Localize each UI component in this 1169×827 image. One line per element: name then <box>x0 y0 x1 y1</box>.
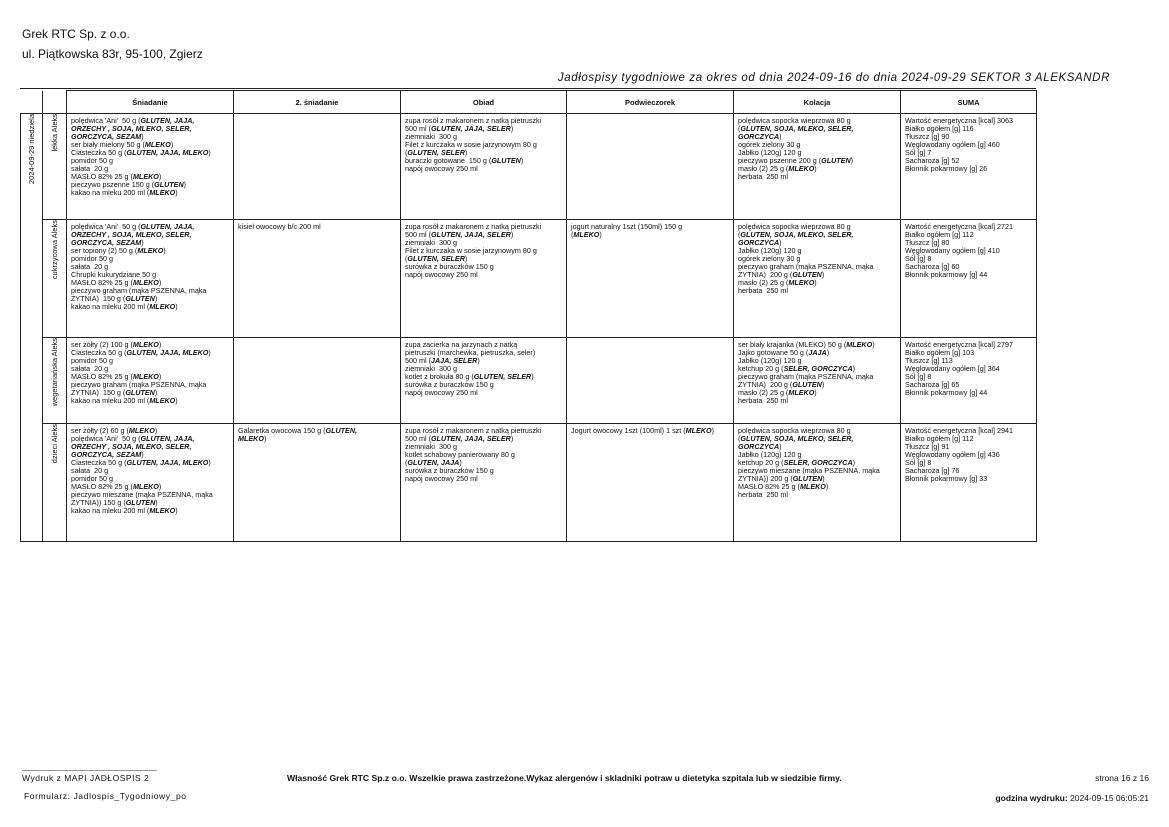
meal-line: MASŁO 82% 25 g (MLEKO) <box>71 172 162 181</box>
meal-line: zupa rosół z makaronem z natką pietruszki <box>405 116 542 125</box>
meal-line: (GLUTEN, SELER) <box>405 148 468 157</box>
meal-line: Sacharoza [g] 60 <box>905 262 960 271</box>
meal-line: 500 ml (GLUTEN, JAJA, SELER) <box>405 434 514 443</box>
meal-line: (GLUTEN, SOJA, MLEKO, SELER, <box>738 434 854 443</box>
allergen-text: GLUTEN, JAJA, MLEKO <box>126 348 209 357</box>
meal-line: polędwica 'Ani' 50 g (GLUTEN, JAJA, <box>71 116 195 125</box>
date-cell <box>21 114 43 542</box>
allergen-text: ORZECHY , SOJA, MLEKO, SELER, <box>71 124 192 133</box>
snack-cell <box>567 114 734 220</box>
allergen-text: MLEKO <box>132 340 159 349</box>
allergen-text: GLUTEN, SELER <box>407 254 465 263</box>
meal-line: ser żółty (2) 100 g (MLEKO) <box>71 340 162 349</box>
meal-line: Jabłko (120g) 120 g <box>738 356 802 365</box>
meal-line: Galaretka owocowa 150 g (GLUTEN, <box>238 426 358 435</box>
allergen-text: MLEKO <box>238 434 264 443</box>
meal-line: pomidor 50 g <box>71 474 113 483</box>
allergen-text: MLEKO <box>128 426 155 435</box>
meal-line: 500 ml (GLUTEN, JAJA, SELER) <box>405 230 514 239</box>
meal-line: 500 ml (GLUTEN, JAJA, SELER) <box>405 124 514 133</box>
meal-line: MASŁO 82% 25 g (MLEKO) <box>71 372 162 381</box>
meal-line: Jogurt owocowy 1szt (100ml) 1 szt (MLEKO) <box>571 426 714 435</box>
meal-line: pomidor 50 g <box>71 254 113 263</box>
meal-line: Filet z kurczaka w sosie jarzynowym 80 g <box>405 140 537 149</box>
meal-line: surówka z buraczków 150 g <box>405 262 494 271</box>
company-address: ul. Piątkowska 83r, 95-100, Zgierz <box>22 47 203 61</box>
allergen-text: MLEKO <box>799 482 826 491</box>
snack-cell <box>567 338 734 424</box>
column-header: Kolacja <box>734 91 901 114</box>
allergen-text: GORCZYCA, SEZAM <box>71 132 142 141</box>
meal-line: ogórek zielony 30 g <box>738 140 801 149</box>
meal-line: MASŁO 82% 25 g (MLEKO) <box>71 278 162 287</box>
column-header: 2. śniadanie <box>234 91 401 114</box>
meal-line: ziemniaki 300 g <box>405 364 457 373</box>
meal-line: ketchup 20 g (SELER, GORCZYCA) <box>738 458 856 467</box>
meal-line: napój owocowy 250 ml <box>405 164 478 173</box>
second-breakfast-cell <box>234 424 401 542</box>
meal-line: 500 ml (JAJA, SELER) <box>405 356 480 365</box>
allergen-text: GLUTEN, SOJA, MLEKO, SELER, <box>740 230 854 239</box>
allergen-text: MLEKO <box>788 164 815 173</box>
meal-line: ŻYTNIA)) 200 g (GLUTEN) <box>738 474 825 483</box>
allergen-text: GLUTEN, SELER <box>407 148 465 157</box>
allergen-text: MLEKO <box>149 506 176 515</box>
meal-line: Wartość energetyczna [kcal] 2941 <box>905 426 1013 435</box>
allergen-text: GLUTEN <box>792 474 823 483</box>
allergen-text: GLUTEN, SELER <box>473 372 532 381</box>
meal-line: sałata 20 g <box>71 164 109 173</box>
footer-print-time-label: godzina wydruku: <box>995 793 1068 803</box>
footer-printout: Wydruk z MAPI JADŁOSPIS 2 <box>22 773 150 783</box>
meal-line: MASŁO 82% 25 g (MLEKO) <box>738 482 829 491</box>
meal-line: GORCZYCA) <box>738 238 782 247</box>
meal-line: kotlet schabowy panierowany 80 g <box>405 450 515 459</box>
footer-rule <box>22 770 157 771</box>
meal-line: Chrupki kukurydziane 50 g <box>71 270 157 279</box>
meal-line: sałata 20 g <box>71 466 109 475</box>
allergen-text: SELER, GORCZYCA <box>783 458 853 467</box>
allergen-text: GLUTEN <box>125 498 156 507</box>
allergen-text: GORCZYCA, SEZAM <box>71 450 142 459</box>
allergen-text: MLEKO <box>132 372 159 381</box>
meal-line: ŻYTNIA) 150 g (GLUTEN) <box>71 388 158 397</box>
meal-line: (GLUTEN, JAJA) <box>405 458 462 467</box>
allergen-text: MLEKO <box>685 426 712 435</box>
allergen-text: GLUTEN, JAJA, <box>140 116 195 125</box>
lunch-cell <box>401 338 567 424</box>
footer-ownership: Własność Grek RTC Sp.z o.o. Wszelkie prawa zastrzeżone.Wykaz alergenów i skladniki potraw u dietetyka szpitala lub w siedzibie firmy. <box>287 773 842 783</box>
meal-line: Sól [g] 8 <box>905 254 932 263</box>
snack-cell <box>567 220 734 338</box>
date-label: 2024-09-29 niedziela <box>27 114 36 185</box>
meal-line: pieczywo pszenne 200 g (GLUTEN) <box>738 156 854 165</box>
second-breakfast-cell <box>234 220 401 338</box>
meal-line: ogórek zielony 30 g <box>738 254 801 263</box>
footer-form: Formularz: Jadlospis_Tygodniowy_po <box>24 791 187 801</box>
allergen-text: GLUTEN, JAJA, SELER <box>430 434 511 443</box>
allergen-text: GLUTEN, JAJA <box>407 458 460 467</box>
header-blank <box>21 91 43 114</box>
snack-cell <box>567 424 734 542</box>
sum-cell <box>901 114 1037 220</box>
dinner-cell <box>734 338 901 424</box>
meal-line: polędwica 'Ani' 50 g (GLUTEN, JAJA, <box>71 222 195 231</box>
diet-cell <box>43 220 67 338</box>
meal-line: (GLUTEN, SOJA, MLEKO, SELER, <box>738 230 854 239</box>
sum-cell <box>901 424 1037 542</box>
meal-line: Wartość energetyczna [kcal] 3063 <box>905 116 1013 125</box>
meal-line: Ciasteczka 50 g (GLUTEN, JAJA, MLEKO) <box>71 458 211 467</box>
meal-line: Wartość energetyczna [kcal] 2797 <box>905 340 1013 349</box>
meal-line: sałata 20 g <box>71 262 109 271</box>
page-title: Jadłospisy tygodniowe za okres od dnia 2024-09-16 do dnia 2024-09-29 SEKTOR 3 ALEKSANDR <box>557 72 1110 84</box>
allergen-text: MLEKO <box>573 230 600 239</box>
column-header: Podwieczorek <box>567 91 734 114</box>
header-blank <box>43 91 67 114</box>
meal-line: Błonnik pokarmowy [g] 44 <box>905 388 988 397</box>
allergen-text: MLEKO <box>788 278 815 287</box>
allergen-text: GLUTEN, SOJA, MLEKO, SELER, <box>740 434 854 443</box>
meal-line: (MLEKO) <box>571 230 602 239</box>
meal-line: ziemniaki 300 g <box>405 238 457 247</box>
allergen-text: GORCZYCA <box>738 238 780 247</box>
meal-line: surówka z buraczków 150 g <box>405 380 494 389</box>
allergen-text: MLEKO <box>149 302 176 311</box>
allergen-text: MLEKO <box>132 482 159 491</box>
meal-line: ser biały krajanka (MLEKO) 50 g (MLEKO) <box>738 340 875 349</box>
meal-line: Sacharoza [g] 65 <box>905 380 960 389</box>
meal-line: zupa zacierka na jarzynach z natką <box>405 340 518 349</box>
meal-line: Tłuszcz [g] 90 <box>905 132 950 141</box>
meal-line: Białko ogółem [g] 112 <box>905 230 974 239</box>
diet-label: wegetariańska Aleks <box>50 338 59 407</box>
meal-line: ziemniaki 300 g <box>405 442 457 451</box>
diet-label: dzieci Aleks <box>50 424 59 464</box>
meal-line: Sacharoza [g] 52 <box>905 156 960 165</box>
dinner-cell <box>734 114 901 220</box>
meal-line: ser biały mielony 50 g (MLEKO) <box>71 140 174 149</box>
meal-line: GORCZYCA) <box>738 132 782 141</box>
footer-page: strona 16 z 16 <box>1095 773 1149 783</box>
meal-line: napój owocowy 250 ml <box>405 474 478 483</box>
allergen-text: ORZECHY , SOJA, MLEKO, SELER, <box>71 230 192 239</box>
allergen-text: GLUTEN, JAJA, <box>140 434 195 443</box>
footer-print-time-value: 2024-09-15 06:05:21 <box>1070 793 1149 803</box>
footer-print-time <box>995 793 1149 803</box>
meal-line: Tłuszcz [g] 113 <box>905 356 953 365</box>
allergen-text: MLEKO <box>788 388 815 397</box>
breakfast-cell <box>67 424 234 542</box>
meal-line: herbata 250 ml <box>738 396 788 405</box>
meal-line: GORCZYCA) <box>738 442 782 451</box>
meal-line: Białko ogółem [g] 112 <box>905 434 974 443</box>
meal-line: Wartość energetyczna [kcal] 2721 <box>905 222 1013 231</box>
meal-line: Sól [g] 8 <box>905 458 932 467</box>
meal-line: pieczywo pszenne 150 g (GLUTEN) <box>71 180 187 189</box>
meal-line: Filet z kurczaka w sosie jarzynowym 80 g <box>405 246 537 255</box>
meal-line: Tłuszcz [g] 91 <box>905 442 950 451</box>
allergen-text: GLUTEN <box>821 156 851 165</box>
meal-line: Ciasteczka 50 g (GLUTEN, JAJA, MLEKO) <box>71 148 211 157</box>
diet-label: cukrzycowa Aleks <box>50 220 59 280</box>
meal-line: pietruszki (marchewka, pietruszka, seler) <box>405 348 536 357</box>
meal-line: kakao na mleku 200 ml (MLEKO) <box>71 396 178 405</box>
meal-line: herbata 250 ml <box>738 172 788 181</box>
meal-line: pieczywo mieszane (mąka PSZENNA, mąka <box>738 466 880 475</box>
meal-line: MASŁO 82% 25 g (MLEKO) <box>71 482 162 491</box>
meal-line: kotlet z brokuła 80 g (GLUTEN, SELER) <box>405 372 534 381</box>
diet-row <box>21 338 1037 424</box>
meal-line: herbata 250 ml <box>738 490 788 499</box>
company-name: Grek RTC Sp. z o.o. <box>22 27 130 41</box>
meal-line: pieczywo mieszane (mąka PSZENNA, mąka <box>71 490 213 499</box>
column-header: SUMA <box>901 91 1037 114</box>
meal-line: Jajko gotowane 50 g (JAJA) <box>738 348 830 357</box>
allergen-text: GLUTEN, JAJA, <box>140 222 195 231</box>
diet-cell <box>43 114 67 220</box>
breakfast-cell <box>67 338 234 424</box>
meal-line: napój owocowy 250 ml <box>405 270 478 279</box>
allergen-text: MLEKO <box>144 140 171 149</box>
breakfast-cell <box>67 220 234 338</box>
allergen-text: GLUTEN <box>125 388 155 397</box>
meal-line: Jabłko (120g) 120 g <box>738 450 802 459</box>
meal-line: masło (2) 25 g (MLEKO) <box>738 164 817 173</box>
meal-line: kisiel owocowy b/c 200 ml <box>238 222 321 231</box>
allergen-text: GLUTEN, SOJA, MLEKO, SELER, <box>740 124 854 133</box>
breakfast-cell <box>67 114 234 220</box>
meal-line: GORCZYCA, SEZAM) <box>71 132 144 141</box>
allergen-text: MLEKO <box>132 172 159 181</box>
allergen-text: GLUTEN, JAJA, MLEKO <box>126 458 209 467</box>
meal-line: Białko ogółem [g] 103 <box>905 348 975 357</box>
title-underline <box>20 88 1036 89</box>
meal-line: buraczki gotowane 150 g (GLUTEN) <box>405 156 524 165</box>
meal-line: GORCZYCA, SEZAM) <box>71 238 144 247</box>
meal-line: pomidor 50 g <box>71 356 113 365</box>
meal-line: Jabłko (120g) 120 g <box>738 148 802 157</box>
meal-line: polędwica sopocka wieprzowa 80 g <box>738 116 851 125</box>
meal-line: ŻYTNIA) 150 g (GLUTEN) <box>71 294 158 303</box>
meal-line: Tłuszcz [g] 80 <box>905 238 950 247</box>
column-header: Śniadanie <box>67 91 234 114</box>
lunch-cell <box>401 424 567 542</box>
meal-line: Węglowodany ogółem [g] 410 <box>905 246 1000 255</box>
meal-line: Sacharoza [g] 76 <box>905 466 960 475</box>
meal-line: Węglowodany ogółem [g] 436 <box>905 450 1000 459</box>
meal-line: ziemniaki 300 g <box>405 132 457 141</box>
allergen-text: MLEKO <box>149 396 176 405</box>
allergen-text: JAJA <box>808 348 827 357</box>
allergen-text: MLEKO <box>846 340 873 349</box>
allergen-text: MLEKO <box>132 278 159 287</box>
allergen-text: SELER, GORCZYCA <box>783 364 853 373</box>
meal-line: napój owocowy 250 ml <box>405 388 478 397</box>
meal-line: herbata 250 ml <box>738 286 788 295</box>
meal-line: surówka z buraczków 150 g <box>405 466 494 475</box>
allergen-text: GORCZYCA <box>738 132 780 141</box>
second-breakfast-cell <box>234 338 401 424</box>
diet-row <box>21 424 1037 542</box>
meal-line: ser topiony (2) 50 g (MLEKO) <box>71 246 166 255</box>
meal-line: kakao na mleku 200 ml (MLEKO) <box>71 188 178 197</box>
meal-line: Sól [g] 8 <box>905 372 932 381</box>
meal-line: ketchup 20 g (SELER, GORCZYCA) <box>738 364 856 373</box>
meal-line: kakao na mleku 200 ml (MLEKO) <box>71 506 178 515</box>
meal-line: Błonnik pokarmowy [g] 44 <box>905 270 988 279</box>
menu-table <box>20 90 1037 542</box>
meal-line: ŻYTNIA) 200 g (GLUTEN) <box>738 380 825 389</box>
meal-line: zupa rosół z makaronem z natką pietruszki <box>405 426 542 435</box>
allergen-text: GLUTEN <box>792 380 822 389</box>
meal-line: polędwica sopocka wieprzowa 80 g <box>738 222 851 231</box>
allergen-text: MLEKO <box>149 188 176 197</box>
dinner-cell <box>734 424 901 542</box>
allergen-text: GORCZYCA <box>738 442 780 451</box>
meal-line: masło (2) 25 g (MLEKO) <box>738 278 817 287</box>
meal-line: ŻYTNIA) 200 g (GLUTEN) <box>738 270 825 279</box>
meal-line: ser żółty (2) 60 g (MLEKO) <box>71 426 158 435</box>
header-row <box>21 91 1037 114</box>
allergen-text: GLUTEN, JAJA, SELER <box>430 230 511 239</box>
column-header: Obiad <box>401 91 567 114</box>
sum-cell <box>901 220 1037 338</box>
diet-row <box>21 220 1037 338</box>
meal-line: polędwica sopocka wieprzowa 80 g <box>738 426 851 435</box>
meal-line: pieczywo graham (mąka PSZENNA, mąka <box>738 372 874 381</box>
diet-cell <box>43 424 67 542</box>
allergen-text: ORZECHY , SOJA, MLEKO, SELER, <box>71 442 192 451</box>
meal-line: Sól [g] 7 <box>905 148 932 157</box>
allergen-text: MLEKO <box>137 246 164 255</box>
company-info <box>22 24 203 64</box>
diet-cell <box>43 338 67 424</box>
meal-line: polędwica 'Ani' 50 g (GLUTEN, JAJA, <box>71 434 195 443</box>
meal-line: Węglowodany ogółem [g] 364 <box>905 364 1000 373</box>
meal-line: ŻYTNIA)) 150 g (GLUTEN) <box>71 498 158 507</box>
allergen-text: GLUTEN, JAJA, MLEKO <box>126 148 209 157</box>
diet-label: lekka Aleks <box>50 114 59 152</box>
meal-line: jogurt naturalny 1szt (150ml) 150 g <box>571 222 683 231</box>
allergen-text: GLUTEN <box>125 294 155 303</box>
meal-line: Błonnik pokarmowy [g] 33 <box>905 474 988 483</box>
diet-row <box>21 114 1037 220</box>
allergen-text: GLUTEN <box>792 270 822 279</box>
meal-line: GORCZYCA, SEZAM) <box>71 450 144 459</box>
second-breakfast-cell <box>234 114 401 220</box>
meal-line: Ciasteczka 50 g (GLUTEN, JAJA, MLEKO) <box>71 348 211 357</box>
sum-cell <box>901 338 1037 424</box>
meal-line: pomidor 50 g <box>71 156 113 165</box>
lunch-cell <box>401 114 567 220</box>
meal-line: Jabłko (120g) 120 g <box>738 246 802 255</box>
meal-line: MLEKO) <box>238 434 267 443</box>
allergen-text: JAJA, SELER <box>430 356 478 365</box>
lunch-cell <box>401 220 567 338</box>
meal-line: (GLUTEN, SELER) <box>405 254 468 263</box>
meal-line: Białko ogółem [g] 116 <box>905 124 974 133</box>
dinner-cell <box>734 220 901 338</box>
meal-line: Węglowodany ogółem [g] 460 <box>905 140 1000 149</box>
allergen-text: GORCZYCA, SEZAM <box>71 238 142 247</box>
meal-line: kakao na mleku 200 ml (MLEKO) <box>71 302 178 311</box>
meal-line: sałata 20 g <box>71 364 109 373</box>
meal-line: pieczywo graham (mąka PSZENNA, mąka <box>738 262 874 271</box>
allergen-text: GLUTEN, <box>325 426 358 435</box>
allergen-text: GLUTEN <box>491 156 521 165</box>
meal-line: pieczywo graham (mąka PSZENNA, mąka <box>71 380 207 389</box>
meal-line: pieczywo graham (mąka PSZENNA, mąka <box>71 286 207 295</box>
meal-line: (GLUTEN, SOJA, MLEKO, SELER, <box>738 124 854 133</box>
meal-line: Błonnik pokarmowy [g] 26 <box>905 164 988 173</box>
allergen-text: GLUTEN <box>154 180 184 189</box>
allergen-text: GLUTEN, JAJA, SELER <box>430 124 511 133</box>
meal-line: masło (2) 25 g (MLEKO) <box>738 388 817 397</box>
meal-line: zupa rosół z makaronem z natką pietruszki <box>405 222 542 231</box>
